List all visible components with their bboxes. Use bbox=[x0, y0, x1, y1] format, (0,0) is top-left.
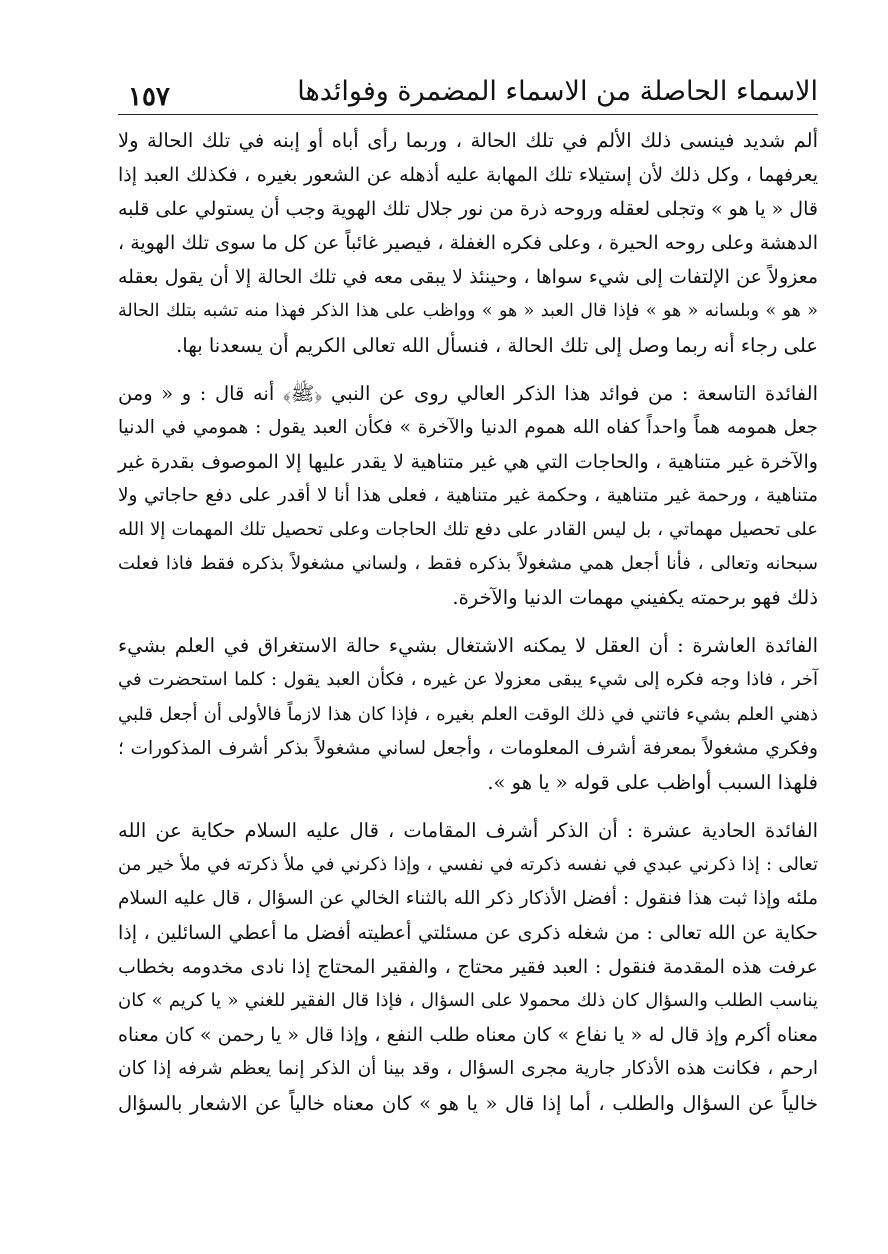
paragraph-1 bbox=[118, 124, 818, 363]
text-line: سبحانه وتعالى ، فأنا أجعل همي مشغولاً بذكره فقط ، ولساني مشغولاً بذكره فقط فاذا فعلت bbox=[118, 553, 818, 575]
running-title: الاسماء الحاصلة من الاسماء المضمرة وفوائدها bbox=[297, 76, 818, 107]
text-line: خالياً عن السؤال والطلب ، أما إذا قال « يا هو » كان معناه خالياً عن الاشعار بالسؤال bbox=[118, 1091, 818, 1115]
text-line: ملئه وإذا ثبت هذا فنقول : أفضل الأذكار ذكر الله بالثناء الخالي عن السؤال ، قال عليه السلام bbox=[118, 887, 818, 909]
text-line: الفائدة العاشرة : أن العقل لا يمكنه الاشتغال بشيء حالة الاستغراق في العلم بشيء bbox=[118, 634, 818, 658]
text-line: ذلك فهو برحمته يكفيني مهمات الدنيا والآخرة. bbox=[452, 586, 818, 610]
text-line: الدهشة وعلى روحه الحيرة ، وعلى فكره الغفلة ، فيصير غائباً عن كل ما سوى تلك الهوية ، bbox=[118, 232, 818, 255]
text-line: « هو » وبلسانه « هو » فإذا قال العبد « هو » وواظب على هذا الذكر فهذا منه تشبه بتلك الحالة bbox=[118, 301, 818, 322]
text-line: فلهذا السبب أواظب على قوله « يا هو ». bbox=[487, 770, 818, 794]
header-rule bbox=[118, 114, 818, 115]
text-line: حكاية عن الله تعالى : من شغله ذكرى عن مسئلتي أعطيته أفضل ما أعطي السائلين ، إذا bbox=[118, 922, 818, 945]
paragraph-4 bbox=[118, 814, 818, 1121]
page-number: ١٥٧ bbox=[128, 82, 170, 112]
text-line: يناسب الطلب والسؤال كان ذلك محمولا على السؤال ، فإذا قال الفقير للغني « يا كريم » كان bbox=[118, 990, 818, 1012]
text-line: متناهية ، ورحمة غير متناهية ، وحكمة غير متناهية ، فعلى هذا أنا لا أقدر على دفع حاجاتي ولا bbox=[118, 484, 818, 506]
text-line: جعل همومه هماً واحداً كفاه الله هموم الدنيا والآخرة » فكأن العبد يقول : همومي في الدنيا bbox=[118, 416, 818, 438]
paragraph-2 bbox=[118, 377, 818, 616]
text-line: وفكري مشغولاً بمعرفة أشرف المعلومات ، وأجعل لساني مشغولاً بذكر أشرف المذكورات ؛ bbox=[118, 737, 818, 759]
text-line: ذهني العلم بشيء فاتني في ذلك الوقت العلم بغيره ، فإذا كان هذا لازماً فالأولى أن أجعل قلبي bbox=[118, 703, 818, 725]
text-line: على رجاء أنه ربما وصل إلى تلك الحالة ، فنسأل الله تعالى الكريم أن يسعدنا بها. bbox=[176, 333, 818, 357]
text-line: معناه أكرم وإذ قال له « يا نفاع » كان معناه طلب النفع ، وإذا قال « يا رحمن » كان معناه bbox=[118, 1024, 818, 1047]
text-line: عرفت هذه المقدمة فنقول : العبد فقير محتاج ، والفقير المحتاج إذا نادى مخدومه بخطاب bbox=[118, 956, 818, 979]
running-header bbox=[118, 70, 818, 118]
text-line: قال « يا هو » وتجلى لعقله وروحه ذرة من نور جلال تلك الهوية وجب أن يستولي على قلبه bbox=[118, 198, 818, 221]
text-line: تعالى : إذا ذكرني عبدي في نفسه ذكرته في نفسي ، وإذا ذكرني في ملأ ذكرته في ملأ خير من bbox=[118, 853, 818, 875]
text-line: آخر ، فاذا وجه فكره إلى شيء يبقى معزولا عن غيره ، فكأن العبد يقول : كلما استحضرت في bbox=[118, 669, 818, 691]
text-line: على تحصيل مهماتي ، بل ليس القادر على دفع تلك الحاجات وعلى تحصيل تلك المهمات إلا الله bbox=[118, 519, 818, 541]
text-line: معزولاً عن الإلتفات إلى شيء سواها ، وحينئذ لا يبقى معه في تلك الحالة إلا أن يقول بعقله bbox=[118, 266, 818, 289]
text-line: والآخرة غير متناهية ، والحاجات التي هي غير متناهية لا يقدر عليها إلا الموصوف بقدرة غير bbox=[118, 450, 818, 473]
text-line: ارحم ، فكانت هذه الأذكار جارية مجرى السؤال ، وقد بينا أن الذكر إنما يعظم شرفه إذا كان bbox=[118, 1058, 818, 1080]
text-line: الفائدة التاسعة : من فوائد هذا الذكر العالي روى عن النبي ﴿ﷺ﴾ أنه قال : و « ومن bbox=[118, 381, 818, 405]
page-body bbox=[118, 124, 818, 1131]
text-line: الفائدة الحادية عشرة : أن الذكر أشرف المقامات ، قال عليه السلام حكاية عن الله bbox=[118, 818, 818, 842]
text-line: ألم شديد فينسى ذلك الألم في تلك الحالة ، وربما رأى أباه أو إبنه في تلك الحالة ولا bbox=[118, 129, 818, 152]
paragraph-3 bbox=[118, 629, 818, 799]
text-line: يعرفهما ، وكل ذلك لأن إستيلاء تلك المهابة عليه أذهله عن الشعور بغيره ، فكذلك العبد إذا bbox=[118, 164, 818, 187]
